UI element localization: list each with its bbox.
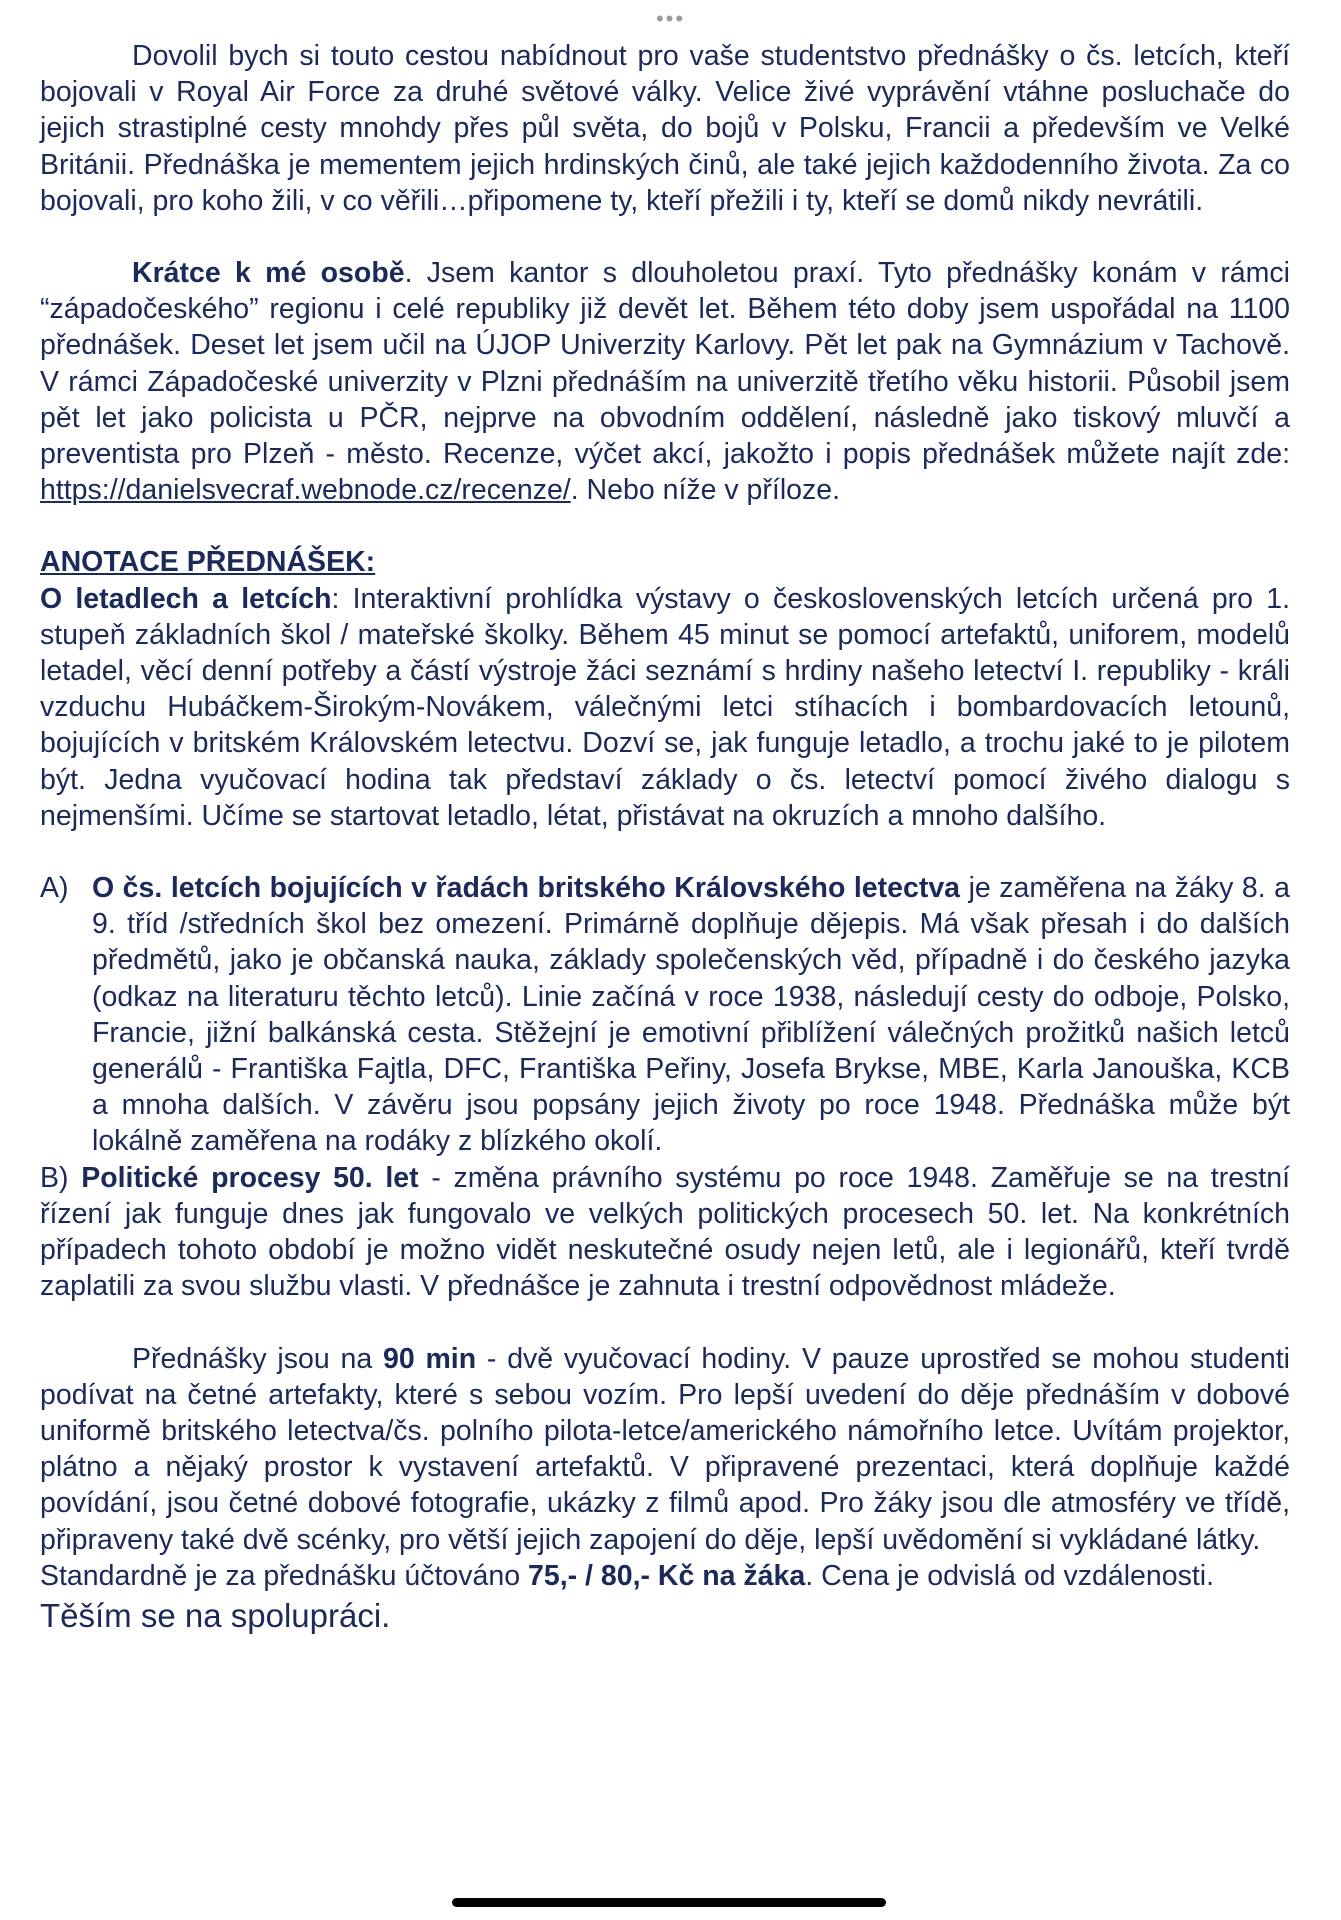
about-text: . Jsem kantor s dlouholetou praxí. Tyto přednášky konám v rámci “západočeského” regionu i celé republiky již devět let. Během této doby jsem uspořádal na 1100 přednášek. Deset let jsem učil na ÚJOP Univerzity Karlovy. Pět let pak na Gymnázium v Tachově. V rámci Západočeské univerzity v Plzni přednáším na univerzitě třetího věku historii. Působil jsem pět let jako policista u PČR, nejprve na obvodním oddělení, následně jako tiskový mluvčí a preventista pro Plzeň - město. Recenze, výčet akcí, jakožto i popis přednášek můžete najít zde: (40, 257, 1290, 471)
about-after-link: . Nebo níže v příloze. (570, 474, 841, 507)
reviews-link[interactable]: https://danielsvecraf.webnode.cz/recenze/ (40, 474, 571, 507)
pricing-price: 75,- / 80,- Kč na žáka (528, 1559, 806, 1592)
lecture-kids-paragraph (40, 581, 1290, 834)
logistics-paragraph (40, 1341, 1290, 1558)
more-options-icon[interactable]: ••• (655, 6, 686, 31)
pricing-after: . Cena je odvislá od vzdálenosti. (805, 1559, 1214, 1592)
closing-line: Těším se na spolupráci. (40, 1596, 391, 1634)
lecture-a-text: je zaměřena na žáky 8. a 9. tříd /středních škol bez omezení. Primárně doplňuje dějepis. Má však přesah i do dalších předmětů, jako je občanská nauka, základy společenských věd, případně i do českého jazyka (odkaz na literaturu těchto letců). Linie začíná v roce 1938, následují cesty do odboje, Polsko, Francie, jižní balkánská cesta. Stěžejní je emotivní přiblížení válečných prožitků našich letců generálů - Františka Fajtla, DFC, Františka Peřiny, Josefa Brykse, MBE, Karla Janouška, KCB a mnoha dalších. V závěru jsou popsány jejich životy po roce 1948. Přednáška může být lokálně zaměřena na rodáky z blízkého okolí. (92, 872, 1290, 1158)
document-body (40, 38, 1290, 1638)
about-lead: Krátce k mé osobě (132, 257, 405, 290)
intro-paragraph: Dovolil bych si touto cestou nabídnout pro vaše studentstvo přednášky o čs. letcích, kteří bojovali v Royal Air Force za druhé světové války. Velice živé vyprávění vtáhne posluchače do jejich strastiplné cesty mnohdy přes půl světa, do bojů v Polsku, Francii a především ve Velké Británii. Přednáška je mementem jejich hrdinských činů, ale také jejich každodenního života. Za co bojovali, pro koho žili, v co věřili…připomene ty, kteří přežili i ty, kteří se domů nikdy nevrátili. (40, 40, 1290, 217)
lecture-a-marker: A) (40, 872, 69, 905)
pricing-before: Standardně je za přednášku účtováno (40, 1559, 529, 1592)
lecture-b-text: - změna právního systému po roce 1948. Zaměřuje se na trestní řízení jak funguje dnes jak fungovalo ve velkých politických procesech 50. let. Na konkrétních případech tohoto období je možno vidět neskutečné osudy nejen letů, ale i legionářů, kteří tvrdě zaplatili za svou službu vlasti. V přednášce je zahnuta i trestní odpovědnost mládeže. (40, 1161, 1290, 1303)
lecture-a-title: O čs. letcích bojujících v řadách britského Královského letectva (92, 872, 961, 905)
logistics-duration: 90 min (382, 1342, 477, 1375)
logistics-before: Přednášky jsou na (132, 1342, 383, 1375)
lecture-b-marker: B) (40, 1161, 69, 1194)
lecture-b-title: Politické procesy 50. let (81, 1161, 419, 1194)
lecture-kids-title: O letadlech a letcích (40, 582, 332, 615)
lecture-b-paragraph (40, 1160, 1290, 1305)
about-paragraph (40, 255, 1290, 508)
logistics-after: - dvě vyučovací hodiny. V pauze uprostřed se mohou studenti podívat na četné artefakty, které s sebou vozím. Pro lepší uvedení do děje přednáším v dobové uniformě britského letectva/čs. polního pilota-letce/amerického námořního letce. Uvítám projektor, plátno a nějaký prostor k vystavení artefaktů. V připravené prezentaci, která doplňuje každé povídání, jsou četné dobové fotografie, ukázky z filmů apod. Pro žáky jsou dle atmosféry ve třídě, připraveny také dvě scénky, pro větší jejich zapojení do děje, lepší uvědomění si vykládané látky. (40, 1342, 1290, 1556)
pricing-paragraph (40, 1558, 1290, 1594)
home-indicator[interactable] (452, 1898, 886, 1907)
annotations-heading: ANOTACE PŘEDNÁŠEK: (40, 546, 376, 579)
lecture-a-item (40, 870, 1290, 1160)
lecture-kids-text: : Interaktivní prohlídka výstavy o československých letcích určená pro 1. stupeň základních škol / mateřské školky. Během 45 minut se pomocí artefaktů, uniforem, modelů letadel, věcí denní potřeby a částí výstroje žáci seznámí s hrdiny našeho letectví I. republiky - králi vzduchu Hubáčkem-Širokým-Novákem, válečnými letci stíhacích i bombardovacích letounů, bojujících v britském Královském letectvu. Dozví se, jak funguje letadlo, a trochu jaké to je pilotem být. Jedna vyučovací hodina tak představí základy o čs. letectví pomocí živého dialogu s nejmenšími. Učíme se startovat letadlo, létat, přistávat na okruzích a mnoho dalšího. (40, 582, 1290, 832)
lecture-a-body (92, 870, 1290, 1160)
